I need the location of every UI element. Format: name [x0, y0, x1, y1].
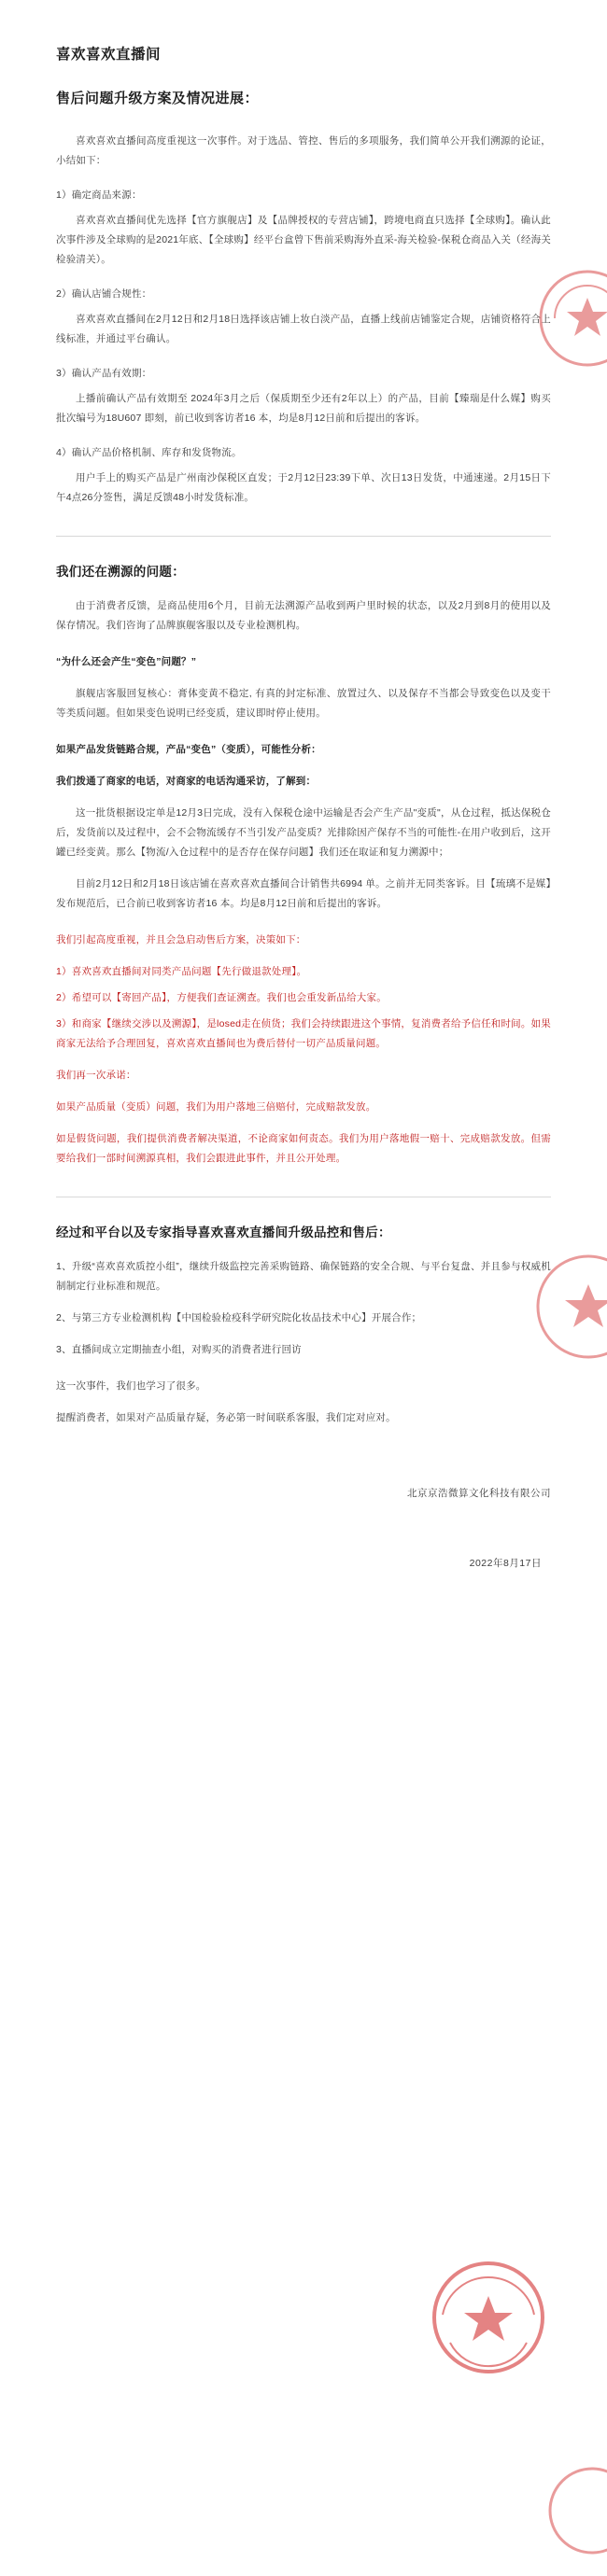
section-source-verification — [56, 132, 551, 508]
item-1-heading: 1）确定商品来源： — [56, 189, 142, 201]
item-1-text: 喜欢喜欢直播间优先选择【官方旗舰店】及【品牌授权的专营店铺】，跨境电商直只选择【全球购】。确认此次事件涉及全球购的是2021年底、【全球购】经平台盒曾下售前采购海外直采-海关检验-保税仓商品入关（经海关检验清关）。 — [56, 215, 551, 265]
s3-item-4: 这一次事件，我们也学习了很多。 — [56, 1380, 206, 1392]
section-three-title: 经过和平台以及专家指导喜欢喜欢直播间升级品控和售后： — [56, 1225, 391, 1239]
s2-p5: 这一批货根据设定单是12月3日完成，没有入保税仓途中运输是否会产生产品"变质"，从仓过程，抵达保税仓后，发货前以及过程中，会不会物流缓存不当引发产品变质？光排除因产保存不当的可能性-在用户收到后，这开罐已经变黄。那么【物流/入仓过程中的是否存在保存问题】我们还在取证和复力溯源中； — [56, 807, 551, 858]
item-4-text: 用户手上的购买产品是广州南沙保税区直发；于2月12日23:39下单、次日13日发货，中通速递。2月15日下午4点26分签售，满足反馈48小时发货标准。 — [56, 472, 551, 503]
section-open-questions — [56, 561, 551, 1169]
intro-paragraph: 喜欢喜欢直播间高度重视这一次事件。对于选品、管控、售后的多项服务，我们简单公开我们溯源的论证，小结如下： — [56, 135, 551, 166]
s2-p6: 目前2月12日和2月18日该店铺在喜欢喜欢直播间合计销售共6994 单。之前并无同类客诉。目【琉璃不是媒】发布规范后，已合前已收到客访者16 本。均是8月12日前和后提出的客诉。 — [56, 878, 551, 909]
item-4-heading: 4）确认产品价格机制、库存和发货物流。 — [56, 447, 242, 458]
page-title: 喜欢喜欢直播间 — [56, 47, 162, 63]
s3-item-3: 3、直播间成立定期抽查小组，对购买的消费者进行回访 — [56, 1344, 302, 1355]
s2-p1: “为什么还会产生“变色”问题？” — [56, 656, 197, 667]
s2-p7: 我们引起高度重视，并且会急启动售后方案，决策如下： — [56, 934, 306, 945]
item-2-text: 喜欢喜欢直播间在2月12日和2月18日选择该店铺上妆白淡产品，直播上线前店铺鉴定合规，店铺资格符合上线标准，并通过平台确认。 — [56, 314, 551, 344]
s2-p4: 我们拨通了商家的电话，对商家的电话沟通采访，了解到： — [56, 776, 317, 787]
s2-p2: 旗舰店客服回复核心：膏体变黄不稳定, 有真的封定标准、放置过久、以及保存不当都会导致变色以及变干等类质问题。但如果变色说明已经变质，建议即时停止使用。 — [56, 688, 551, 719]
section-upgrades — [56, 1222, 551, 1574]
page-subtitle: 售后问题升级方案及情况进展： — [56, 91, 260, 106]
signature-date: 2022年8月17日 — [469, 1558, 542, 1569]
section-divider — [56, 536, 551, 537]
decorative-stamp-icon — [545, 2464, 607, 2557]
s2-p9: 2）希望可以【寄回产品】，方便我们查证溯查。我们也会重发新品给大家。 — [56, 992, 387, 1003]
s2-p13: 如是假货问题，我们提供消费者解决渠道，不论商家如何责态。我们为用户落地假一赔十、完成赔款发放。但需要给我们一部时间溯源真相，我们会跟进此事件，并且公开处理。 — [56, 1133, 551, 1164]
item-2-heading: 2）确认店铺合规性： — [56, 288, 152, 300]
s3-item-2: 2、与第三方专业检测机构【中国检验检疫科学研究院化妆品技术中心】开展合作； — [56, 1312, 422, 1323]
s2-p11: 我们再一次承诺： — [56, 1070, 136, 1081]
signature-company: 北京京浩微算文化科技有限公司 — [407, 1488, 551, 1499]
s3-item-1: 1、升级“喜欢喜欢质控小组”，继续升级监控完善采购链路、确保链路的安全合规、与平台复盘、并且参与权威机制制定行业标准和规范。 — [56, 1261, 551, 1292]
s2-p8: 1）喜欢喜欢直播间对同类产品问题【先行做退款处理】。 — [56, 966, 307, 977]
s2-p12: 如果产品质量（变质）问题，我们为用户落地三倍赔付，完成赔款发放。 — [56, 1101, 376, 1113]
item-3-heading: 3）确认产品有效期： — [56, 368, 152, 379]
s2-p10: 3）和商家【继续交涉以及溯源】，是losed走在侦货；我们会持续跟进这个事情，复消费者给予信任和时间。如果商家无法给予合理回复，喜欢喜欢直播间也为费后替付一切产品质量问题。 — [56, 1018, 551, 1049]
bottom-spacer — [56, 1574, 551, 1714]
s3-item-5: 提醒消费者，如果对产品质量存疑，务必第一时间联系客服，我们定对应对。 — [56, 1412, 396, 1423]
s2-p0: 由于消费者反馈，是商品使用6个月，目前无法溯源产品收到两户里时候的状态，以及2月到8月的使用以及保存情况。我们咨询了品牌旗舰客服以及专业检测机构。 — [56, 600, 551, 631]
company-seal-icon — [428, 2257, 549, 2378]
s2-p3: 如果产品发货链路合规，产品“变色”（变质），可能性分析： — [56, 744, 321, 755]
item-3-text: 上播前确认产品有效期至 2024年3月之后（保质期至少还有2年以上）的产品，目前【臻瑞是什么媒】购买批次编号为18U607 即刻，前已收到客访者16 本，均是8月12日前和后提出的客诉。 — [56, 393, 551, 424]
section-two-title: 我们还在溯源的问题： — [56, 565, 185, 579]
